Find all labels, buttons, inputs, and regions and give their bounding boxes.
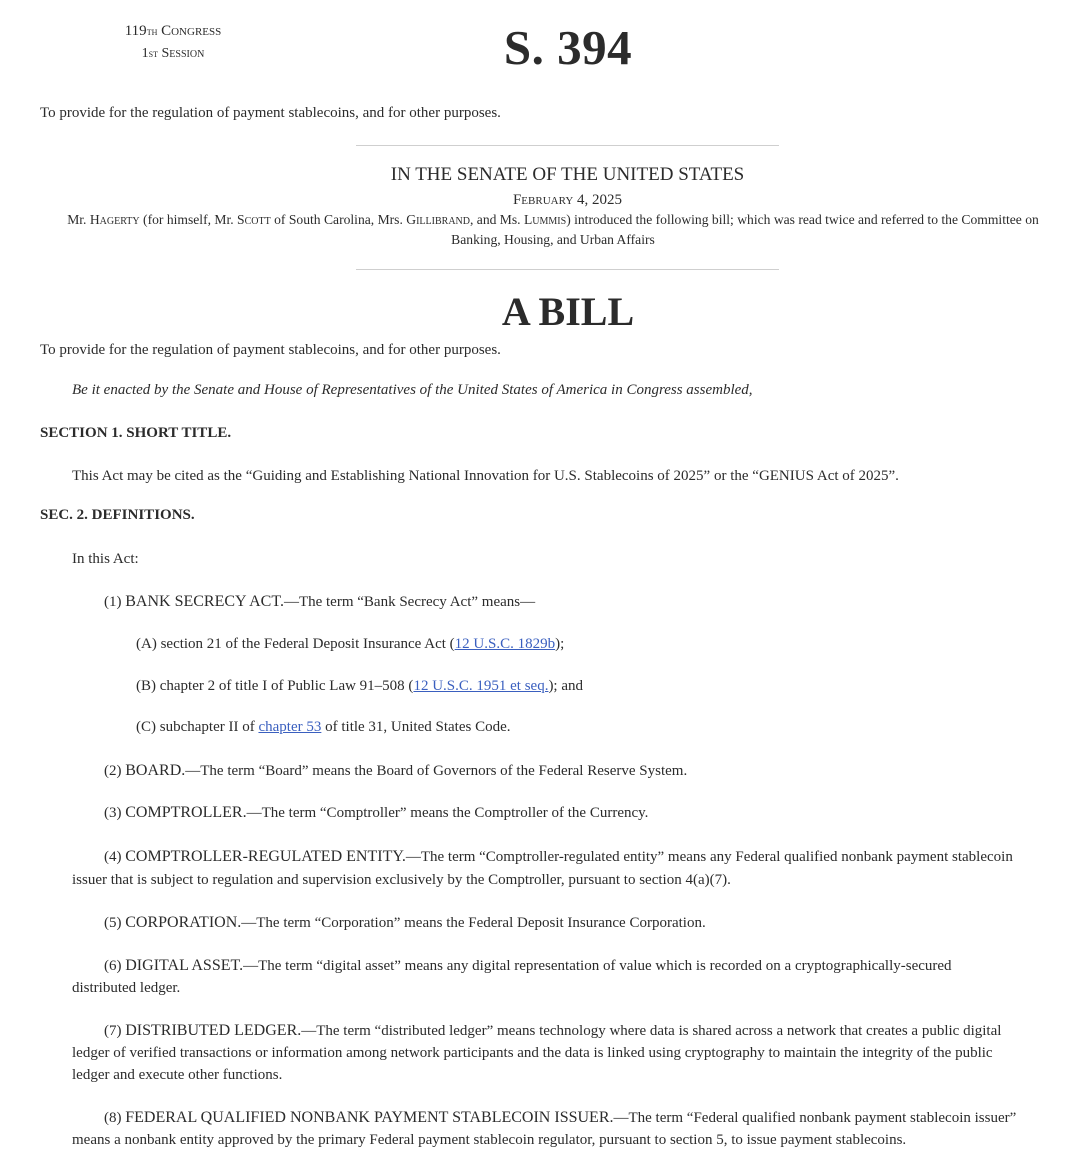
section-1-text: This Act may be cited as the “Guiding and Establishing National Innovation for U.S. Stablecoins of 2025” or the “GENIUS Act of 2025”. <box>72 468 899 484</box>
definition-1b: (B) chapter 2 of title I of Public Law 91–508 (12 U.S.C. 1951 et seq.); and <box>136 678 584 694</box>
usc-1951-link[interactable]: 12 U.S.C. 1951 et seq. <box>413 678 549 694</box>
divider-bottom <box>356 269 779 270</box>
definition-8: (8) FEDERAL QUALIFIED NONBANK PAYMENT STABLECOIN ISSUER.—The term “Federal qualified nonbank payment stablecoin issuer” <box>104 1109 1017 1126</box>
congress-line: 119th Congress <box>124 23 222 39</box>
bill-heading: A BILL <box>501 289 635 334</box>
definition-4-cont: issuer that is subject to regulation and supervision exclusively by the Comptroller, pursuant to section 4(a)(7). <box>72 872 731 888</box>
section-2-intro: In this Act: <box>72 551 139 567</box>
definition-7-cont-2: ledger and execute other functions. <box>72 1067 283 1083</box>
section-1-heading: SECTION 1. SHORT TITLE. <box>40 425 232 441</box>
session-line: 1st Session <box>141 46 205 61</box>
definition-7: (7) DISTRIBUTED LEDGER.—The term “distributed ledger” means technology where data is shared across a network that creates a public digital <box>104 1022 1002 1039</box>
chapter-53-link[interactable]: chapter 53 <box>258 719 322 735</box>
definition-1c: (C) subchapter II of chapter 53 of title 31, United States Code. <box>136 719 511 735</box>
section-2-heading: SEC. 2. DEFINITIONS. <box>40 507 195 523</box>
chamber-title: IN THE SENATE OF THE UNITED STATES <box>390 164 745 185</box>
definition-3: (3) COMPTROLLER.—The term “Comptroller” means the Comptroller of the Currency. <box>104 804 649 821</box>
definition-7-cont-1: ledger of verified transactions or information among network participants and the data is linked using cryptography to maintain the integrity of the public <box>72 1045 993 1061</box>
bill-number: S. 394 <box>503 20 633 75</box>
introduction-date: February 4, 2025 <box>512 192 623 208</box>
divider-top <box>356 145 779 146</box>
introduction-statement: Mr. Hagerty (for himself, Mr. Scott of South Carolina, Mrs. Gillibrand, and Ms. Lummis) introduced the following bill; which was read twice and referred to the Committee on Banking, Housing, and Urban Affairs <box>67 212 1039 247</box>
definition-6-cont: distributed ledger. <box>72 980 181 996</box>
purpose-statement-top: To provide for the regulation of payment stablecoins, and for other purposes. <box>40 105 501 121</box>
congress-session-block <box>90 20 256 65</box>
enacting-clause: Be it enacted by the Senate and House of Representatives of the United States of America in Congress assembled, <box>72 382 753 398</box>
definition-4: (4) COMPTROLLER-REGULATED ENTITY.—The term “Comptroller-regulated entity” means any Federal qualified nonbank payment stablecoin <box>104 848 1013 865</box>
definition-8-cont: means a nonbank entity approved by the primary Federal payment stablecoin regulator, pursuant to section 5, to issue payment stablecoins. <box>72 1132 907 1148</box>
purpose-statement: To provide for the regulation of payment stablecoins, and for other purposes. <box>40 342 501 358</box>
definition-6: (6) DIGITAL ASSET.—The term “digital asset” means any digital representation of value which is recorded on a cryptographically-secured <box>104 957 952 974</box>
definition-2: (2) BOARD.—The term “Board” means the Board of Governors of the Federal Reserve System. <box>104 762 688 779</box>
definition-1a: (A) section 21 of the Federal Deposit Insurance Act (12 U.S.C. 1829b); <box>136 636 565 652</box>
definition-5: (5) CORPORATION.—The term “Corporation” means the Federal Deposit Insurance Corporation. <box>104 914 706 931</box>
usc-1829b-link[interactable]: 12 U.S.C. 1829b <box>454 636 556 652</box>
definition-1: (1) BANK SECRECY ACT.—The term “Bank Secrecy Act” means— <box>104 593 536 610</box>
